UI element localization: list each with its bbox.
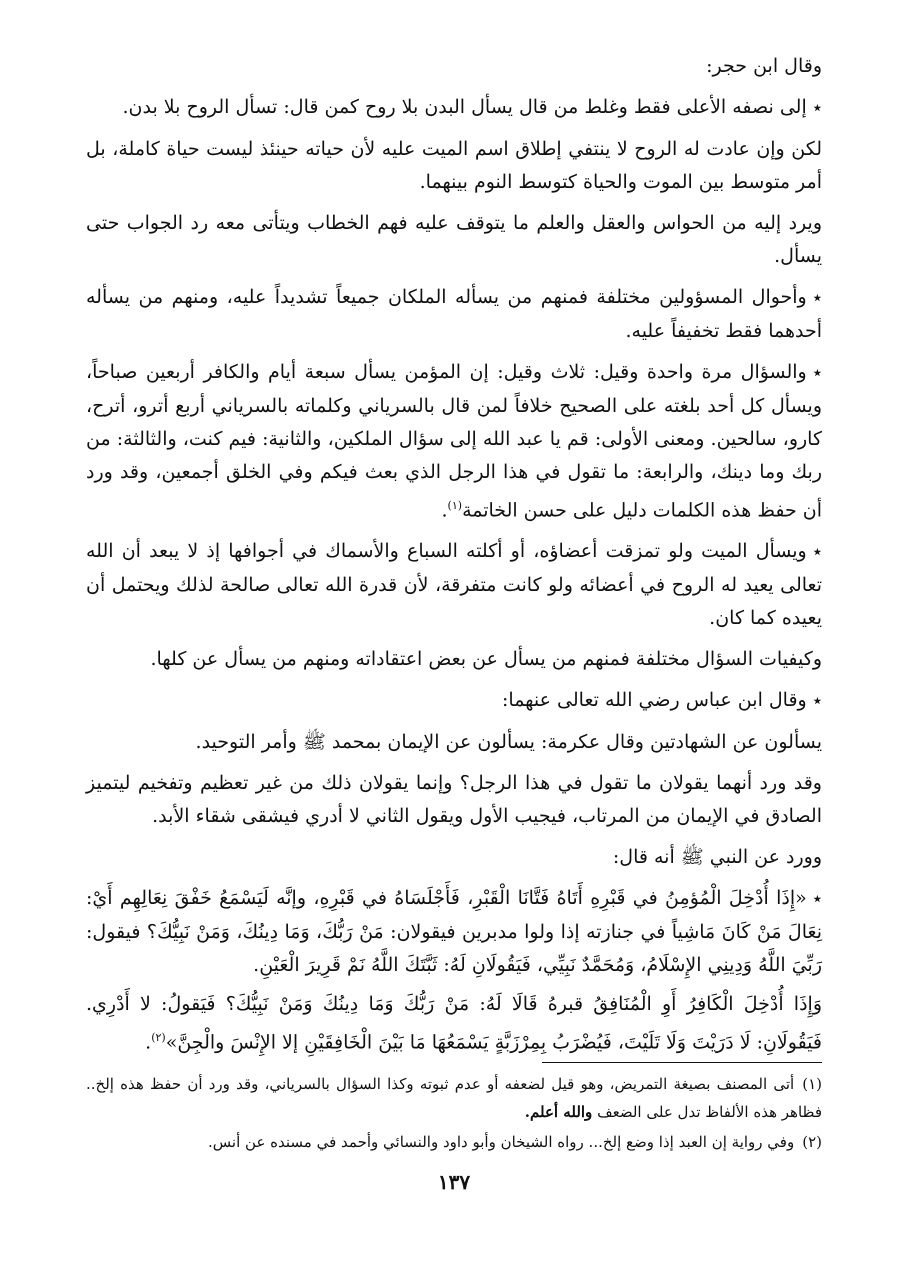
hadith-text: «إِذَا أُدْخِلَ الْمُؤمِنُ في قَبْرِهِ أَتَاهُ فَتَّانَا الْقَبْرِ، فَأَجْلَسَاهُ في قَبْرِهِ، وإنَّه لَيَسْمَعُ خَفْقَ نِعَالِهِم أَيْ: نِعَالَ مَنْ كَانَ مَاشِياً في جنازته إذا ولوا مدبرين فيقولان: مَنْ رَبُّكَ، وَمَا دِينُكَ، وَمَنْ نَبِيُّكَ؟ فيقول: رَبِّيَ اللَّهُ وَدِينِي الإِسْلَامُ، وَمُحَمَّدٌ نَبِيِّي، فَيَقُولَانِ لَهُ: ثَبَّتَكَ اللَّهُ نَمْ قَرِيرَ الْعَيْنِ.: [86, 887, 822, 977]
paragraph-text: وقال ابن حجر:: [706, 55, 822, 77]
paragraph-dismembered: [86, 535, 822, 635]
hadith-believer: [86, 882, 822, 982]
paragraph-this-man: [86, 767, 822, 833]
paragraph-prophet-said: [86, 841, 822, 874]
paragraph-end: .: [145, 1031, 152, 1054]
footnote-divider: [542, 1062, 822, 1063]
footnote-emphasis: والله أعلم.: [524, 1103, 593, 1121]
paragraph-text: وقال ابن عباس رضي الله تعالى عنهما:: [502, 689, 807, 712]
paragraph-question-manners: [86, 643, 822, 676]
footnote-text: وفي رواية إن العبد إذا وضع إلخ... رواه الشيخان وأبو داود والنسائي وأحمد في مسنده عن أنس.: [208, 1133, 795, 1151]
page-body: [86, 50, 822, 1066]
page-number: ١٣٧: [437, 1170, 471, 1194]
paragraph-ibn-abbas: [86, 684, 822, 718]
star-icon: ٭: [812, 691, 822, 712]
paragraph-text: ويسأل الميت ولو تمزقت أعضاؤه، أو أكلته السباع والأسماك في أجوافها إذ لا يبعد أن الله تعالى يعيد له الروح في أعضائه ولو كانت متفرقة، لأن قدرة الله تعالى صالحة لذلك ويحتمل أن يعيده كما كان.: [86, 540, 822, 630]
paragraph-questioned-states: [86, 281, 822, 348]
paragraph-text: إلى نصفه الأعلى فقط وغلط من قال يسأل البدن بلا روح كمن قال: تسأل الروح بلا بدن.: [122, 96, 807, 118]
paragraph-question-count: [86, 356, 822, 527]
star-icon: ٭: [812, 288, 822, 308]
footnote-number: (١): [802, 1075, 822, 1093]
hadith-disbeliever: [86, 988, 822, 1059]
footnote-ref-1[interactable]: (١): [447, 499, 463, 512]
paragraph-soul-returns: [86, 133, 822, 199]
paragraph-text: وأحوال المسؤولين مختلفة فمنهم من يسأله الملكان جميعاً تشديداً عليه، ومنهم من يسأله أحدهما فقط تخفيفاً عليه.: [86, 286, 822, 342]
footnote-number: (٢): [802, 1133, 822, 1151]
paragraph-text: ويرد إليه من الحواس والعقل والعلم ما يتوقف عليه فهم الخطاب ويتأتى معه رد الجواب حتى يسأل.: [86, 212, 822, 267]
paragraph-ibn-hajar: [86, 50, 822, 83]
star-icon: ٭: [812, 889, 822, 910]
paragraph-end: .: [441, 499, 448, 522]
hadith-text: وَإِذَا أُدْخِلَ الْكَافِرُ أَوِ الْمُنَافِقُ قبرهُ قَالَا لَهُ: مَنْ رَبُّكَ وَمَا دِينُكَ وَمَنْ نَبِيُّكَ؟ فَيَقولُ: لا أَدْرِي. فَيَقُولَانِ: لَا دَرَيْتَ وَلَا تَلَيْتَ، فَيُضْرَبُ بِمِرْزَبَّةٍ يَسْمَعُهَا مَا بَيْنَ الْخَافِقَيْنِ إلا الإِنْسَ والْجِنَّ»: [86, 993, 822, 1054]
paragraph-text: وورد عن النبي ﷺ أنه قال:: [612, 846, 822, 869]
footnote-1: [86, 1070, 822, 1126]
star-icon: ٭: [812, 542, 822, 563]
paragraph-ikrimah: [86, 726, 822, 759]
paragraph-text: وقد ورد أنهما يقولان ما تقول في هذا الرجل؟ وإنما يقولان ذلك من غير تعظيم وتفخيم ليتميز الصادق في الإيمان من المرتاب، فيجيب الأول ويقول الثاني لا أدري فيشقى شقاء الأبد.: [86, 772, 822, 828]
footnote-ref-2[interactable]: (٢): [151, 1031, 166, 1045]
star-icon: ٭: [812, 363, 822, 383]
paragraph-text: وكيفيات السؤال مختلفة فمنهم من يسأل عن بعض اعتقاداته ومنهم من يسأل عن كلها.: [150, 648, 822, 671]
paragraph-upper-half: [86, 91, 822, 125]
paragraph-senses: [86, 207, 822, 273]
paragraph-text: لكن وإن عادت له الروح لا ينتفي إطلاق اسم الميت عليه لأن حياته حينئذ ليست حياة كاملة، بل أمر متوسط بين الموت والحياة كتوسط النوم بينهما.: [86, 138, 822, 193]
footnotes: [86, 1070, 822, 1158]
footnote-2: [86, 1128, 822, 1156]
star-icon: ٭: [812, 98, 822, 118]
paragraph-text: يسألون عن الشهادتين وقال عكرمة: يسألون عن الإيمان بمحمد ﷺ وأمر التوحيد.: [195, 731, 822, 754]
paragraph-text: والسؤال مرة واحدة وقيل: ثلاث وقيل: إن المؤمن يسأل سبعة أيام والكافر أربعين صباحاً، ويسأل كل أحد بلغته على الصحيح خلافاً لمن قال بالسرياني وكلماته بالسرياني أربع أترو، أترح، كارو، سالحين. ومعنى الأولى: قم يا عبد الله إلى سؤال الملكين، والثانية: فيم كنت، والثالثة: من ربك وما دينك، والرابعة: ما تقول في هذا الرجل الذي بعث فيكم وفي الخلق أجمعين، وقد ورد أن حفظ هذه الكلمات دليل على حسن الخاتمة: [86, 361, 822, 522]
footnote-text: أتى المصنف بصيغة التمريض، وهو قيل لضعفه أو عدم ثبوته وكذا السؤال بالسرياني، وقد ورد أن حفظ هذه إلخ.. فظاهر هذه الألفاظ تدل على الضعف: [86, 1075, 822, 1121]
